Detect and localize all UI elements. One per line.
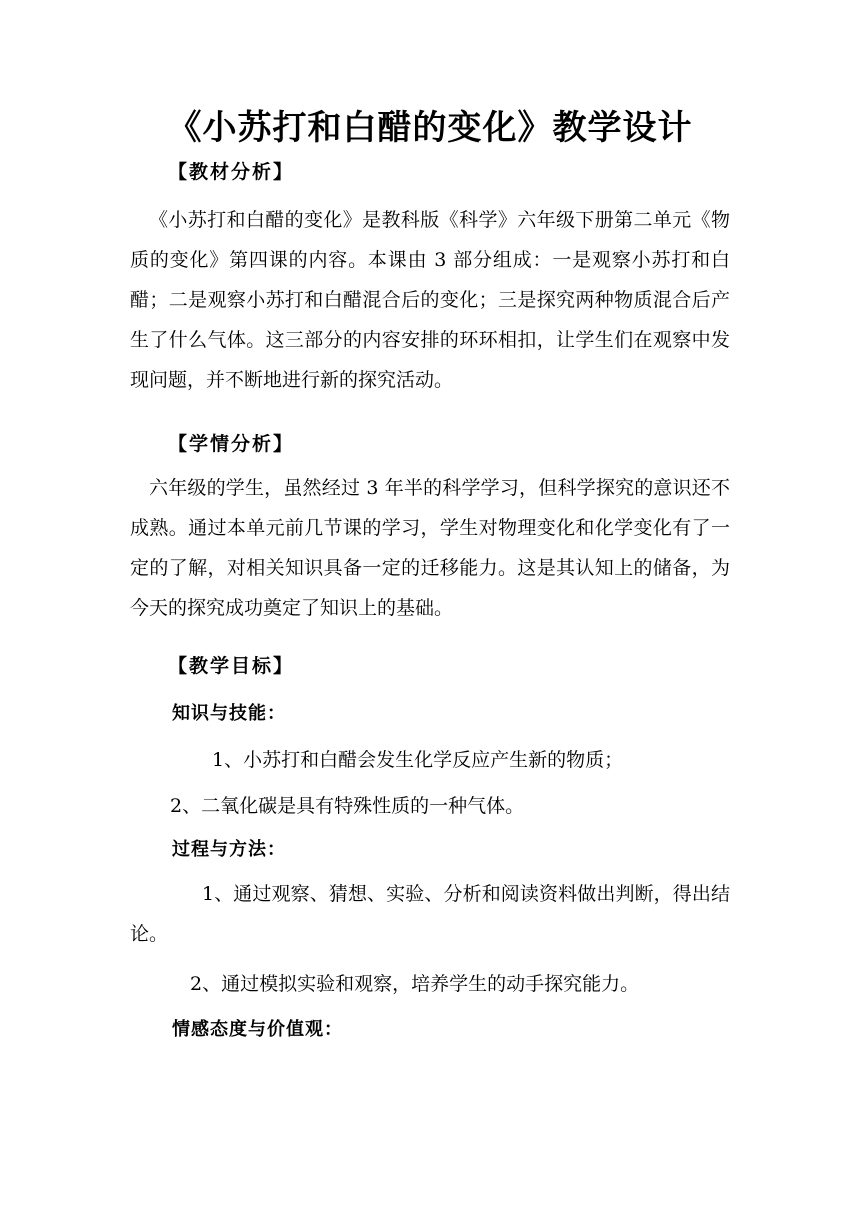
knowledge-item-1: 1、小苏打和白醋会发生化学反应产生新的物质； bbox=[212, 749, 624, 771]
objectives-heading: 【教学目标】 bbox=[168, 655, 295, 677]
process-label: 过程与方法： bbox=[172, 839, 286, 860]
process-item-2: 2、通过模拟实验和观察，培养学生的动手探究能力。 bbox=[190, 973, 640, 995]
materials-paragraph: 《小苏打和白醋的变化》是教科版《科学》六年级下册第二单元《物质的变化》第四课的内容。本课由 3 部分组成：一是观察小苏打和白醋；二是观察小苏打和白醋混合后的变化；三是探究两种物质混合后产生了什么气体。这三部分的内容安排的环环相扣，让学生们在观察中发现问题，并不断地进行新的探究活动。 bbox=[130, 209, 730, 391]
document-title: 《小苏打和白醋的变化》教学设计 bbox=[167, 108, 693, 148]
knowledge-label: 知识与技能： bbox=[172, 703, 286, 724]
attitude-label: 情感态度与价值观： bbox=[172, 1019, 343, 1040]
students-paragraph: 六年级的学生，虽然经过 3 年半的科学学习，但科学探究的意识还不成熟。通过本单元前几节课的学习，学生对物理变化和化学变化有了一定的了解，对相关知识具备一定的迁移能力。这是其认知上的储备，为今天的探究成功奠定了知识上的基础。 bbox=[130, 477, 730, 619]
students-heading: 【学情分析】 bbox=[168, 433, 295, 455]
process-item-1: 1、通过观察、猜想、实验、分析和阅读资料做出判断，得出结论。 bbox=[130, 883, 730, 945]
knowledge-item-2: 2、二氧化碳是具有特殊性质的一种气体。 bbox=[170, 795, 525, 817]
materials-heading: 【教材分析】 bbox=[168, 161, 295, 183]
